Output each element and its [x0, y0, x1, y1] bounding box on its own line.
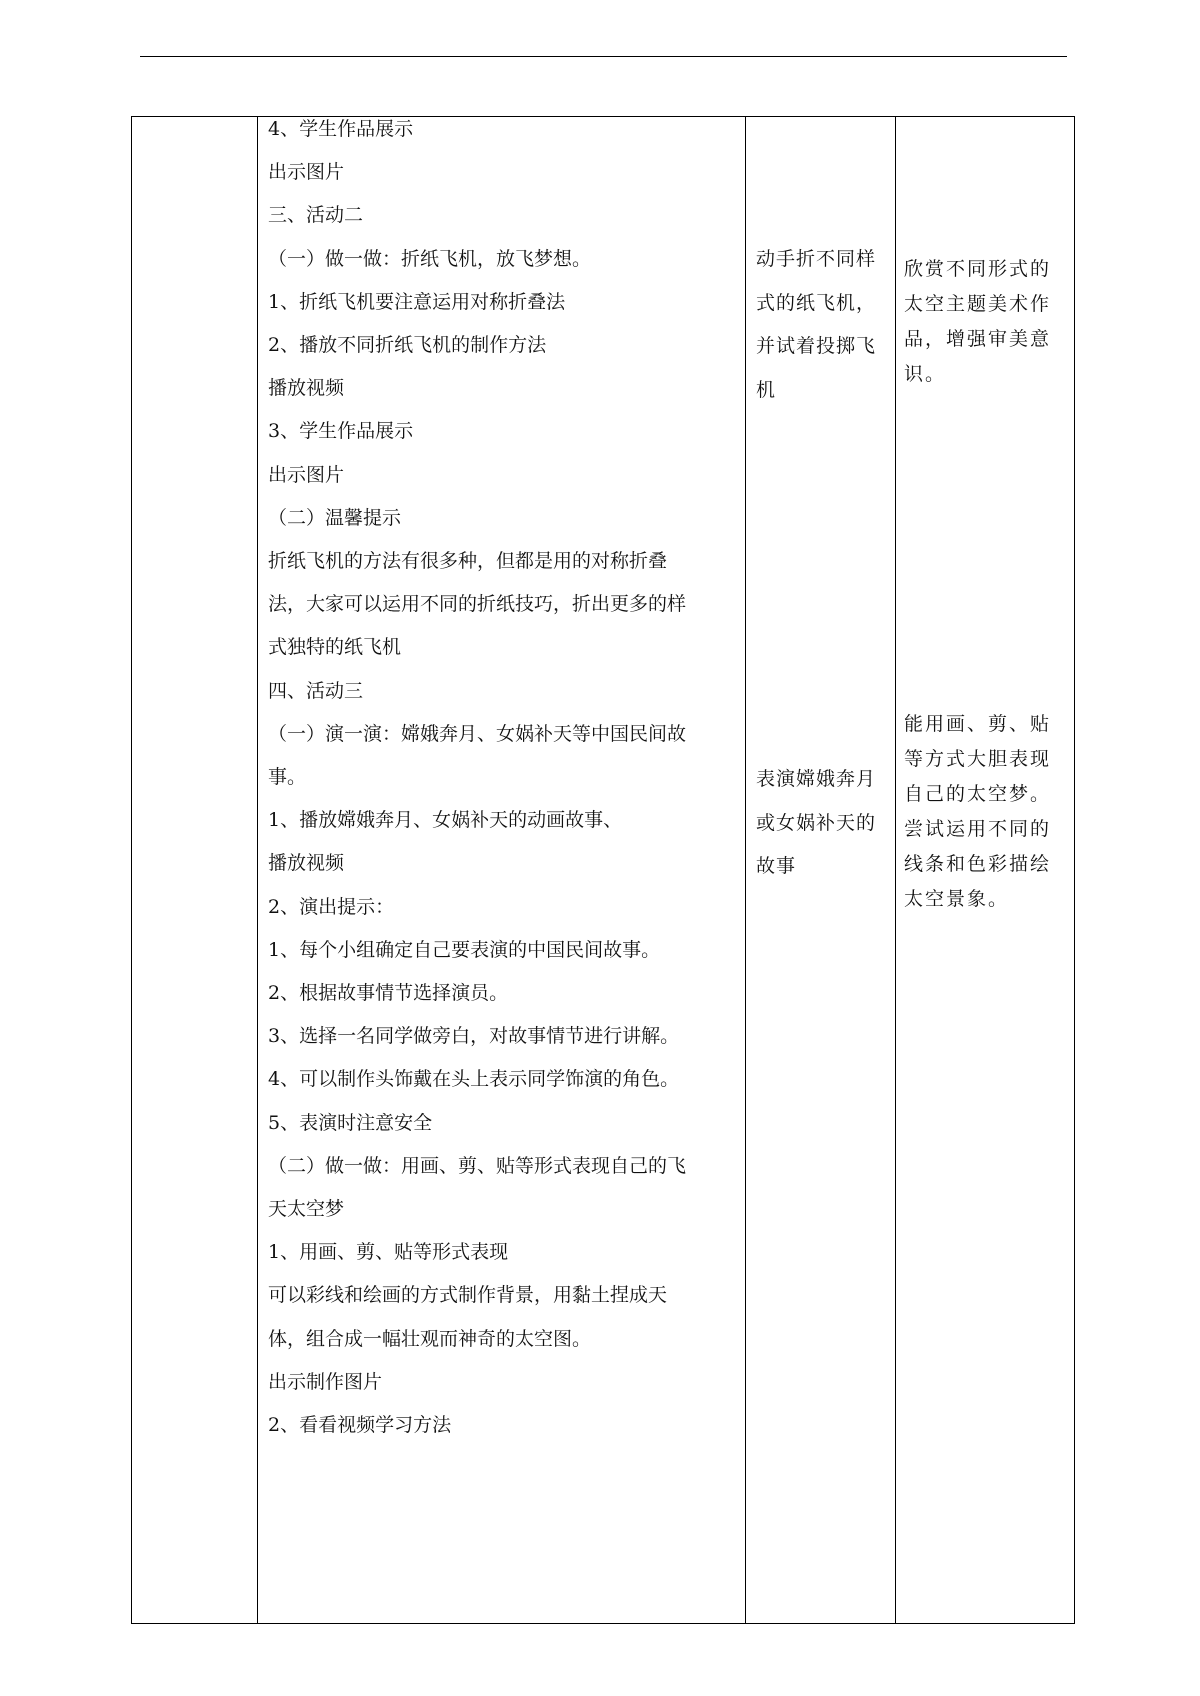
- teacher-activity-line: 出示图片: [268, 463, 345, 486]
- column-divider: [895, 117, 896, 1623]
- header-rule: [140, 56, 1067, 57]
- teacher-activity-line: （二）温馨提示: [268, 506, 402, 529]
- student-activity-line: 式的纸飞机，: [756, 291, 877, 314]
- teacher-activity-line: 2、看看视频学习方法: [268, 1414, 452, 1436]
- teacher-activity-line: 3、学生作品展示: [268, 420, 414, 443]
- student-activity-line: 故事: [756, 855, 797, 877]
- teacher-activity-line: 式独特的纸飞机: [268, 636, 402, 659]
- design-intent-line: 自己的太空梦。: [904, 783, 1052, 805]
- design-intent-line: 尝试运用不同的: [904, 818, 1052, 840]
- lesson-table: [131, 116, 1075, 1624]
- design-intent-line: 线条和色彩描绘: [904, 853, 1052, 875]
- teacher-activity-line: 事。: [268, 766, 307, 788]
- teacher-activity-line: 三、活动二: [268, 204, 364, 227]
- column-divider: [257, 117, 258, 1623]
- teacher-activity-line: 播放视频: [268, 852, 345, 875]
- teacher-activity-line: 2、根据故事情节选择演员。: [268, 982, 509, 1004]
- teacher-activity-line: 1、每个小组确定自己要表演的中国民间故事。: [268, 938, 661, 961]
- teacher-activity-line: 1、折纸飞机要注意运用对称折叠法: [268, 290, 566, 313]
- teacher-activity-line: 出示图片: [268, 161, 345, 184]
- teacher-activity-line: 折纸飞机的方法有很多种，但都是用的对称折叠: [268, 550, 668, 572]
- design-intent-line: 等方式大胆表现: [904, 748, 1052, 770]
- design-intent-line: 太空景象。: [904, 888, 1010, 910]
- column-divider: [745, 117, 746, 1623]
- student-activity-line: 机: [756, 378, 777, 401]
- teacher-activity-line: 2、演出提示：: [268, 895, 395, 918]
- teacher-activity-line: 1、播放嫦娥奔月、女娲补天的动画故事、: [268, 809, 623, 832]
- design-intent-line: 欣赏不同形式的: [904, 258, 1052, 280]
- teacher-activity-line: 4、学生作品展示: [268, 118, 414, 140]
- design-intent-line: 太空主题美术作: [904, 293, 1052, 315]
- teacher-activity-line: 法，大家可以运用不同的折纸技巧，折出更多的样: [268, 593, 687, 616]
- teacher-activity-line: （一）做一做：折纸飞机，放飞梦想。: [268, 247, 592, 270]
- teacher-activity-line: （二）做一做：用画、剪、贴等形式表现自己的飞: [268, 1154, 687, 1177]
- teacher-activity-line: 1、用画、剪、贴等形式表现: [268, 1241, 509, 1264]
- design-intent-line: 品，增强审美意: [904, 328, 1052, 350]
- teacher-activity-line: 2、播放不同折纸飞机的制作方法: [268, 334, 547, 356]
- teacher-activity-line: （一）演一演：嫦娥奔月、女娲补天等中国民间故: [268, 722, 687, 745]
- design-intent-line: 能用画、剪、贴: [904, 713, 1052, 735]
- teacher-activity-line: 体，组合成一幅壮观而神奇的太空图。: [268, 1327, 592, 1350]
- teacher-activity-line: 5、表演时注意安全: [268, 1111, 433, 1134]
- teacher-activity-line: 四、活动三: [268, 679, 364, 702]
- student-activity-line: 并试着投掷飞: [756, 335, 877, 357]
- student-activity-line: 动手折不同样: [756, 248, 877, 270]
- student-activity-line: 或女娲补天的: [756, 811, 877, 834]
- teacher-activity-line: 可以彩线和绘画的方式制作背景，用黏土捏成天: [268, 1284, 668, 1307]
- teacher-activity-line: 3、选择一名同学做旁白，对故事情节进行讲解。: [268, 1025, 680, 1048]
- student-activity-line: 表演嫦娥奔月: [756, 768, 877, 790]
- teacher-activity-line: 出示制作图片: [268, 1370, 383, 1393]
- teacher-activity-line: 4、可以制作头饰戴在头上表示同学饰演的角色。: [268, 1068, 680, 1091]
- teacher-activity-line: 天太空梦: [268, 1198, 345, 1220]
- design-intent-line: 识。: [904, 363, 947, 385]
- teacher-activity-line: 播放视频: [268, 377, 345, 400]
